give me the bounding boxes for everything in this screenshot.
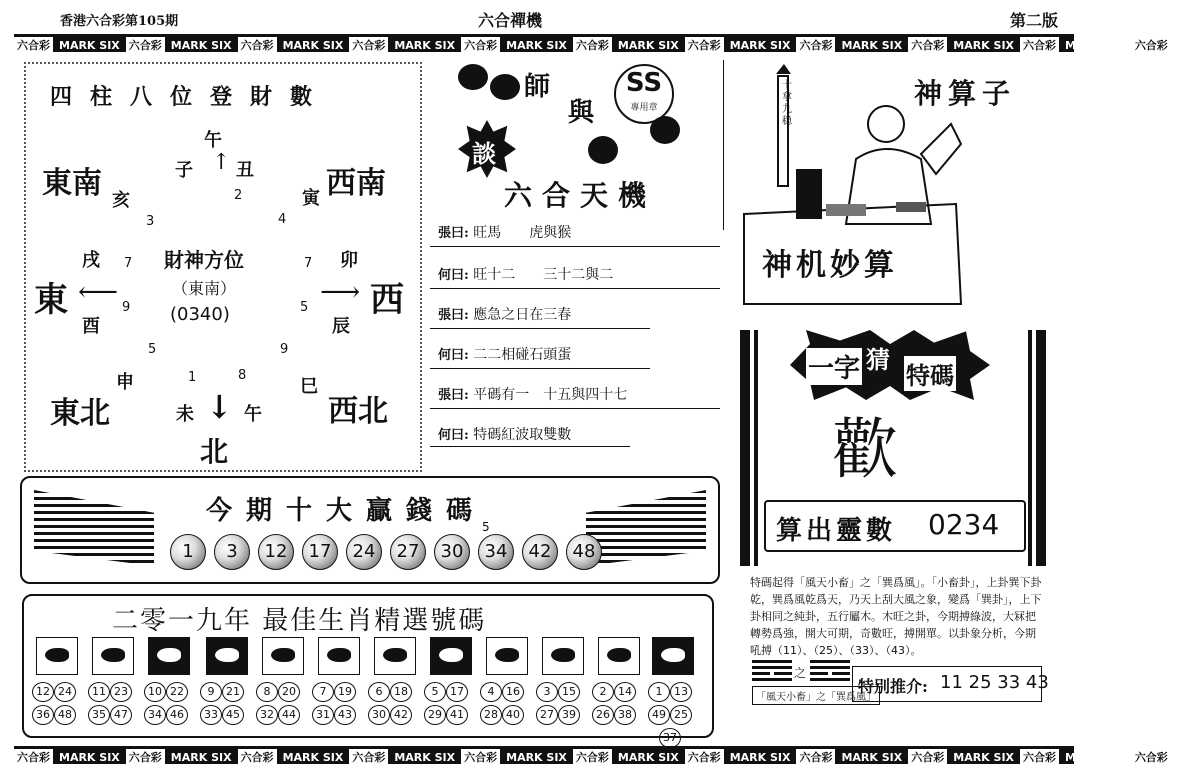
band-word: 六合彩 [685,37,724,55]
zodiac-number: 26 [592,705,614,725]
qa-row-3 [438,304,571,324]
zodiac-number: 42 [390,705,412,725]
band-word: 六合彩 [461,749,500,767]
ink-blot-1 [458,64,488,90]
zodiac-number-group [480,680,524,724]
hexagram-label: 「風天小畜」之「巽爲風」 [752,686,880,705]
zodiac-number: 38 [614,705,636,725]
riddle-left-bar-2 [754,330,758,566]
zodiac-number: 35 [88,705,110,725]
branch-wei: 未 [176,404,194,425]
goat-icon [430,637,472,675]
number-ball: 24 [346,534,382,570]
branch-shen: 申 [116,372,134,393]
num-7-left: 7 [124,256,133,271]
band-word: 六合彩 [461,37,500,55]
qa-text: 平碼有一 十五與四十七 [473,387,628,403]
dragon-icon [262,637,304,675]
branch-you: 酉 [82,316,100,337]
branch-hai: 亥 [112,190,130,211]
zodiac-number: 5 [424,682,446,702]
riddle-title-b: 猜 [866,345,890,374]
qa-row-6 [438,424,571,444]
qa-row-2 [438,264,613,284]
riddle-left-bar [740,330,750,566]
zodiac-number: 20 [278,682,300,702]
ink-blot-4 [650,116,680,144]
number-ball: 12 [258,534,294,570]
zodiac-number: 1 [648,682,670,702]
zodiac-number: 49 [648,705,670,725]
issue-label: 香港六合彩第105期 [60,14,179,29]
num-8: 8 [238,368,247,383]
zodiac-number: 7 [312,682,334,702]
pig-icon [652,637,694,675]
number-ball: 3 [214,534,250,570]
qa-divider [430,328,650,329]
band-word: MARK SIX [617,751,679,764]
zodiac-number: 48 [54,705,76,725]
band-word: 六合彩 [1020,37,1059,55]
dir-east: 東 [34,280,68,320]
zodiac-number: 16 [502,682,524,702]
rabbit-icon [206,637,248,675]
band-word: MARK SIX [841,751,903,764]
talk-shi: 師 [524,72,551,102]
band-word: MARK SIX [282,39,344,52]
qa-text: 特碼紅波取雙數 [473,427,572,443]
zodiac-number: 19 [334,682,356,702]
zodiac-number: 10 [144,682,166,702]
zodiac-number: 4 [480,682,502,702]
zodiac-number: 31 [312,705,334,725]
qa-divider [430,446,630,447]
band-word: 六合彩 [238,37,277,55]
dir-west: 西 [370,280,404,320]
zodiac-number: 23 [110,682,132,702]
band-word: MARK SIX [170,751,232,764]
num-9-right: 9 [280,342,289,357]
dir-southwest: 西南 [326,166,386,201]
dir-southeast: 東南 [42,166,102,201]
zodiac-number: 24 [54,682,76,702]
zodiac-number-group [144,680,188,724]
number-ball: 27 [390,534,426,570]
band-word: MARK SIX [59,39,120,52]
zodiac-number: 33 [200,705,222,725]
qa-speaker: 張曰: [438,226,469,241]
zodiac-number: 28 [480,705,502,725]
band-word: MARK SIX [953,39,1015,52]
zodiac-number-group [312,680,356,724]
zodiac-number: 37 [659,728,681,748]
num-2: 2 [234,188,243,203]
talk-yu: 與 [568,98,595,128]
number-ball: 17 [302,534,338,570]
qa-speaker: 張曰: [438,308,469,323]
zodiac-number: 43 [334,705,356,725]
zodiac-number-group [32,680,76,724]
zodiac-number: 13 [670,682,692,702]
num-1: 1 [188,370,197,385]
wealth-god-title: 財神方位 [164,248,244,272]
band-word: 六合彩 [573,749,612,767]
zodiac-number: 30 [368,705,390,725]
band-word: MARK SIX [506,751,567,764]
zodiac-number-group [256,680,300,724]
ten-numbers-title: 今期十大贏錢碼 [206,496,487,526]
riddle-calc-label: 算出靈數 [776,516,897,546]
num-4: 4 [278,212,287,227]
band-word: MARK SIX [953,751,1015,764]
fortune-title: 神算子 [914,77,1017,110]
dir-northwest: 西北 [328,394,388,429]
band-word: MARK SIX [59,751,120,764]
special-numbers: 11 25 33 43 [940,672,1049,693]
ink-blot-3 [588,136,618,164]
num-3: 3 [146,214,155,229]
band-word: 六合彩 [1132,749,1171,767]
band-word: MARK SIX [841,39,903,52]
top-band [14,34,1168,52]
zodiac-number-group [592,680,636,724]
branch-wu: 午 [244,404,262,425]
band-word: 六合彩 [908,749,947,767]
fortune-banner: 神机妙算 [762,248,898,283]
hexagram-zhi: 之 [794,666,807,680]
band-word: MARK SIX [170,39,232,52]
snake-icon [318,637,360,675]
zodiac-number-group [648,680,692,744]
band-word: 六合彩 [349,749,388,767]
zodiac-number: 40 [502,705,524,725]
zodiac-number: 47 [110,705,132,725]
band-word: 六合彩 [14,749,53,767]
zodiac-number: 27 [536,705,558,725]
compass-title: 四柱八位登財數 [50,84,331,110]
talk-title: 六合天機 [504,179,657,212]
zodiac-title: 二零一九年 最佳生肖精選號碼 [112,606,487,636]
band-word: 六合彩 [908,37,947,55]
band-word: 六合彩 [14,37,53,55]
zodiac-number: 17 [446,682,468,702]
zodiac-number: 3 [536,682,558,702]
zodiac-number: 11 [88,682,110,702]
band-word: MARK SIX [282,751,344,764]
band-word: 六合彩 [1020,749,1059,767]
riddle-right-bar [1036,330,1046,566]
south-arrow: ↓ [206,388,233,426]
zodiac-number: 39 [558,705,580,725]
zodiac-number: 46 [166,705,188,725]
qa-speaker: 張曰: [438,388,469,403]
band-word: MARK SIX [1065,39,1126,52]
zodiac-number: 2 [592,682,614,702]
riddle-title-c: 特碼 [904,356,956,391]
branch-chen: 辰 [332,316,350,337]
riddle-title-a: 一字 [806,348,862,385]
zodiac-number-group [368,680,412,724]
monkey-icon [486,637,528,675]
ball-row [170,534,610,570]
band-word: MARK SIX [617,39,679,52]
band-word: 六合彩 [685,749,724,767]
band-word: MARK SIX [729,39,791,52]
num-9-left: 9 [122,300,131,315]
qa-speaker: 何曰: [438,428,469,443]
zodiac-number-group [200,680,244,724]
extra-mark: 5 [482,520,490,534]
number-ball: 30 [434,534,470,570]
qa-divider [430,246,720,247]
branch-yin: 寅 [302,188,320,209]
ox-icon [92,637,134,675]
bottom-band [14,746,1168,764]
band-word: 六合彩 [349,37,388,55]
wealth-god-direction: （東南） [172,279,237,298]
band-word: 六合彩 [796,37,835,55]
talk-tan: 談 [472,139,496,168]
band-word: 六合彩 [126,37,165,55]
band-word: MARK SIX [506,39,567,52]
stamp-seal: SS 專用章 [614,64,674,124]
num-5-left: 5 [148,342,157,357]
zodiac-number-group [88,680,132,724]
dir-north: 北 [200,435,229,468]
band-word: 六合彩 [238,749,277,767]
qa-text: 旺十二 三十二與二 [473,267,614,283]
zodiac-number: 6 [368,682,390,702]
stamp-text: 專用章 [630,103,658,113]
band-word: 六合彩 [126,749,165,767]
rooster-icon [542,637,584,675]
riddle-calc-value: 0234 [928,508,1000,541]
west-arrow: ⟵ [78,275,119,308]
zodiac-number: 21 [222,682,244,702]
band-word: 六合彩 [573,37,612,55]
num-7-right: 7 [304,256,313,271]
riddle-right-bar-2 [1028,330,1032,566]
zodiac-number: 44 [278,705,300,725]
zodiac-number: 15 [558,682,580,702]
band-word: MARK SIX [729,751,791,764]
branch-si: 巳 [300,376,318,397]
qa-row-5 [438,384,627,404]
number-ball: 48 [566,534,602,570]
band-word: MARK SIX [1065,751,1126,764]
qa-text: 二二相碰石頭蛋 [473,347,572,363]
qa-row-4 [438,344,571,364]
qa-text: 應急之日在三春 [473,307,572,323]
dog-icon [598,637,640,675]
top-branch: 午 [204,130,222,151]
qa-divider [430,368,650,369]
qa-divider [430,408,720,409]
riddle-character: 歡 [832,411,898,488]
number-ball: 42 [522,534,558,570]
qa-row-1 [438,222,571,242]
hexagram-icon-2 [810,660,850,682]
zodiac-number: 32 [256,705,278,725]
number-ball: 1 [170,534,206,570]
branch-zi: 子 [175,160,193,181]
special-label: 特別推介: [858,677,928,696]
zodiac-number: 22 [166,682,188,702]
dir-northeast: 東北 [50,396,110,431]
zodiac-number-group [424,680,468,724]
tiger-icon [148,637,190,675]
band-word: 六合彩 [1132,37,1171,55]
band-word: MARK SIX [394,39,456,52]
zodiac-number: 41 [446,705,468,725]
band-word: MARK SIX [394,751,456,764]
qa-text: 旺馬 虎與猴 [473,225,572,241]
qa-divider [430,288,720,289]
explain-text: 特碼起得「風天小畜」之「巽爲風」。「小畜卦」，上卦巽下卦乾，巽爲風乾爲天，乃天上刮大風之象，變爲「巽卦」，上下卦相同之純卦，五行屬木。木旺之卦，今期搏綠波，大冧把轉勢爲強，開大可期，奇數旺，搏開單。以卦象分析，今期吼搏（11）、（25）、（33）、（43）。 [750,576,1042,657]
zodiac-number: 12 [32,682,54,702]
qa-speaker: 何曰: [438,268,469,283]
zodiac-number-group [536,680,580,724]
fortune-scroll-text: 十拿九稳 [782,80,792,127]
paper-title: 六合禪機 [478,11,543,30]
branch-xu: 戌 [82,250,100,271]
horse-icon [374,637,416,675]
zodiac-number: 8 [256,682,278,702]
zodiac-number: 18 [390,682,412,702]
ink-blot-2 [490,74,520,100]
zodiac-number: 34 [144,705,166,725]
east-arrow: ⟶ [320,275,361,308]
num-5-right: 5 [300,300,309,315]
zodiac-number: 25 [670,705,692,725]
branch-mao: 卯 [340,250,358,271]
zodiac-number: 9 [200,682,222,702]
rat-icon [36,637,78,675]
number-ball: 34 [478,534,514,570]
branch-chou: 丑 [236,160,254,181]
zodiac-number: 29 [424,705,446,725]
band-word: 六合彩 [796,749,835,767]
zodiac-number: 36 [32,705,54,725]
qa-speaker: 何曰: [438,348,469,363]
wealth-god-number: (0340) [170,304,230,325]
north-up-arrow: ↑ [212,150,231,175]
zodiac-number: 45 [222,705,244,725]
zodiac-number: 14 [614,682,636,702]
hexagram-icon [752,660,792,682]
page-label: 第二版 [1010,11,1059,30]
